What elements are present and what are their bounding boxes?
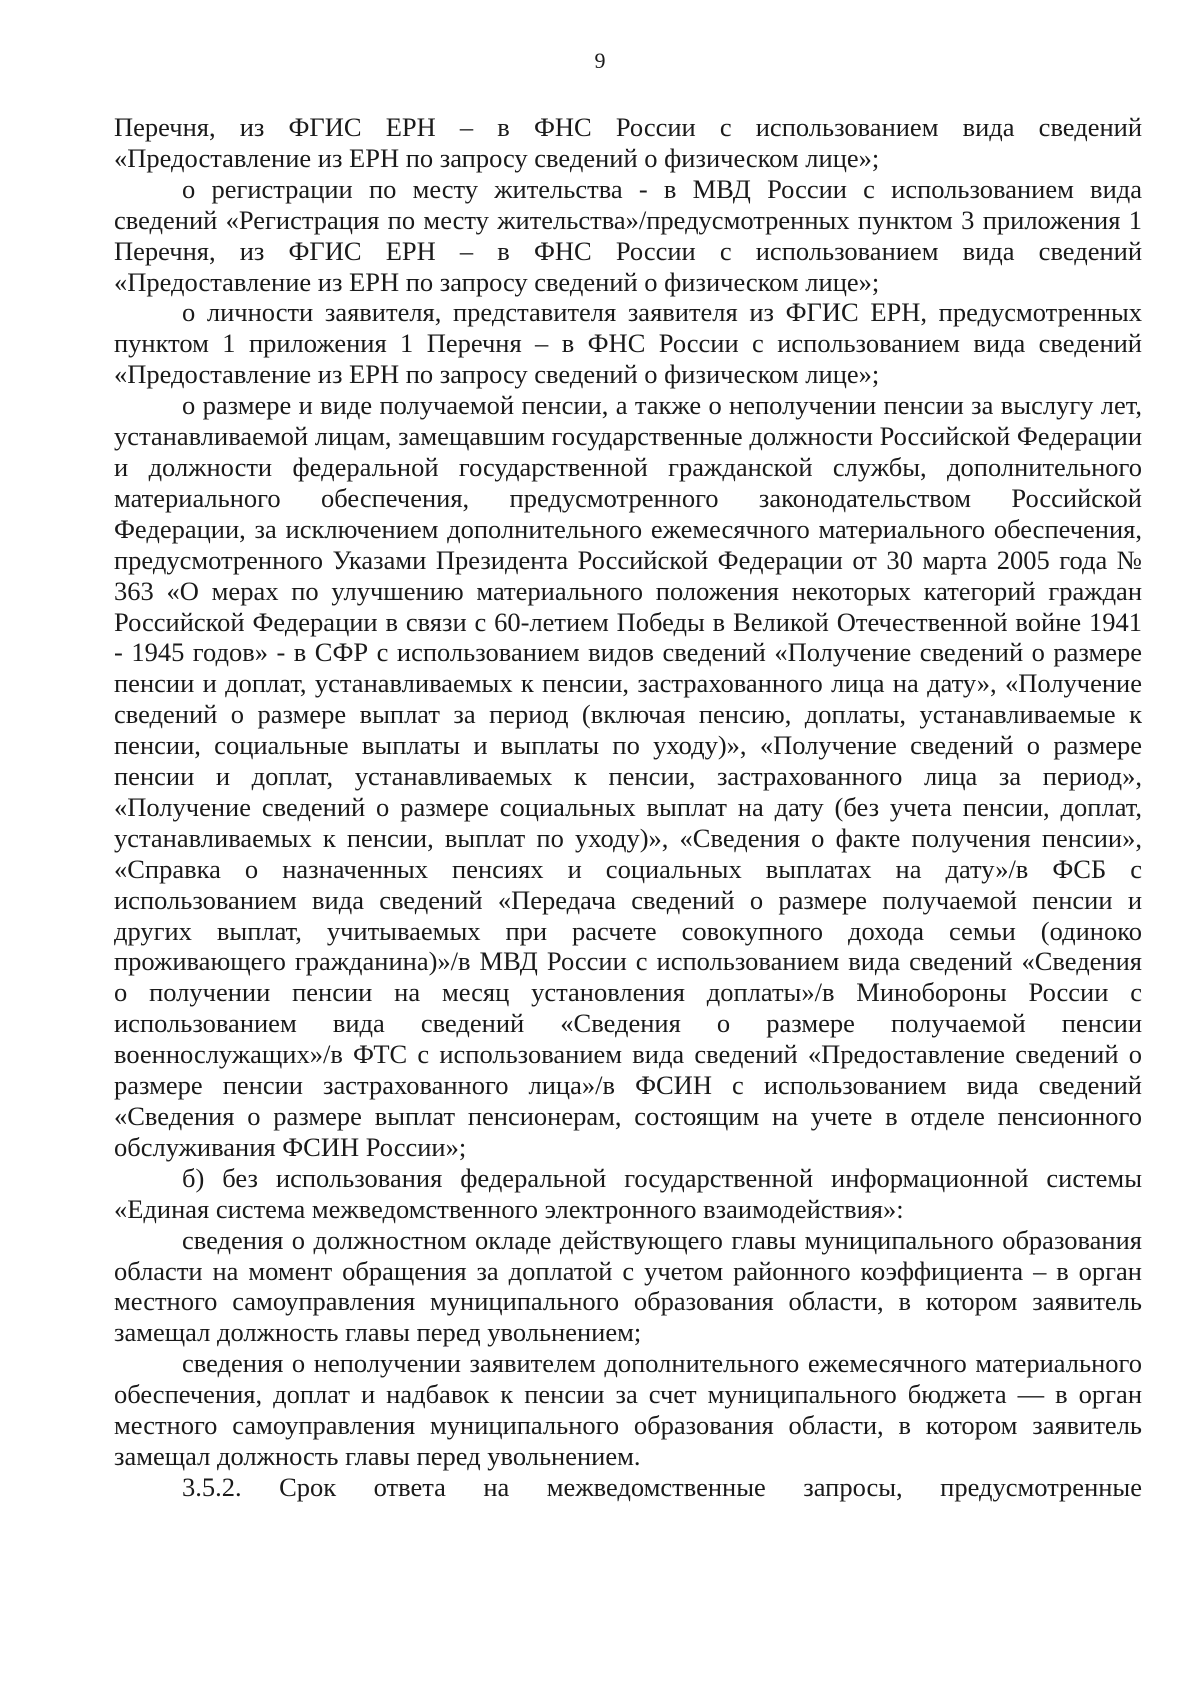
paragraph: Перечня, из ФГИС ЕРН – в ФНС России с использованием вида сведений «Предоставление из ЕРН по запросу сведений о физическом лице»; [114,112,1142,173]
document-body [114,112,1142,1503]
paragraph: о размере и виде получаемой пенсии, а также о неполучении пенсии за выслугу лет, устанавливаемой лицам, замещавшим государственные должности Российской Федерации и должности федеральной государственной гражданской службы, дополнительного материального обеспечения, предусмотренного законодательством Российской Федерации, за исключением дополнительного ежемесячного материального обеспечения, предусмотренного Указами Президента Российской Федерации от 30 марта 2005 года № 363 «О мерах по улучшению материального положения некоторых категорий граждан Российской Федерации в связи с 60-летием Победы в Великой Отечественной войне 1941 - 1945 годов» - в СФР с использованием видов сведений «Получение сведений о размере пенсии и доплат, устанавливаемых к пенсии, застрахованного лица на дату», «Получение сведений о размере выплат за период (включая пенсию, доплаты, устанавливаемые к пенсии, социальные выплаты и выплаты по уходу)», «Получение сведений о размере пенсии и доплат, устанавливаемых к пенсии, застрахованного лица за период», «Получение сведений о размере социальных выплат на дату (без учета пенсии, доплат, устанавливаемых к пенсии, выплат по уходу)», «Сведения о факте получения пенсии», «Справка о назначенных пенсиях и социальных выплатах на дату»/в ФСБ с использованием вида сведений «Передача сведений о размере получаемой пенсии и других выплат, учитываемых при расчете совокупного дохода семьи (одиноко проживающего гражданина)»/в МВД России с использованием вида сведений «Сведения о получении пенсии на месяц установления доплаты»/в Минобороны России с использованием вида сведений «Сведения о размере получаемой пенсии военнослужащих»/в ФТС с использованием вида сведений «Предоставление сведений о размере пенсии застрахованного лица»/в ФСИН с использованием вида сведений «Сведения о размере выплат пенсионерам, состоящим на учете в отделе пенсионного обслуживания ФСИН России»; [114,390,1142,1162]
paragraph: сведения о должностном окладе действующего главы муниципального образования области на момент обращения за доплатой с учетом районного коэффициента – в орган местного самоуправления муниципального образования области, в котором заявитель замещал должность главы перед увольнением; [114,1224,1142,1348]
paragraph: о регистрации по месту жительства - в МВД России с использованием вида сведений «Регистрация по месту жительства»/предусмотренных пунктом 3 приложения 1 Перечня, из ФГИС ЕРН – в ФНС России с использованием вида сведений «Предоставление из ЕРН по запросу сведений о физическом лице»; [114,173,1142,297]
page-number: 9 [594,48,606,73]
paragraph: сведения о неполучении заявителем дополнительного ежемесячного материального обеспечения, доплат и надбавок к пенсии за счет муниципального бюджета — в орган местного самоуправления муниципального образования области, в котором заявитель замещал должность главы перед увольнением. [114,1348,1142,1471]
paragraph: 3.5.2. Срок ответа на межведомственные запросы, предусмотренные [182,1471,1142,1502]
paragraph: о личности заявителя, представителя заявителя из ФГИС ЕРН, предусмотренных пунктом 1 приложения 1 Перечня – в ФНС России с использованием вида сведений «Предоставление из ЕРН по запросу сведений о физическом лице»; [114,297,1142,390]
paragraph: б) без использования федеральной государственной информационной системы «Единая система межведомственного электронного взаимодействия»: [114,1162,1142,1224]
